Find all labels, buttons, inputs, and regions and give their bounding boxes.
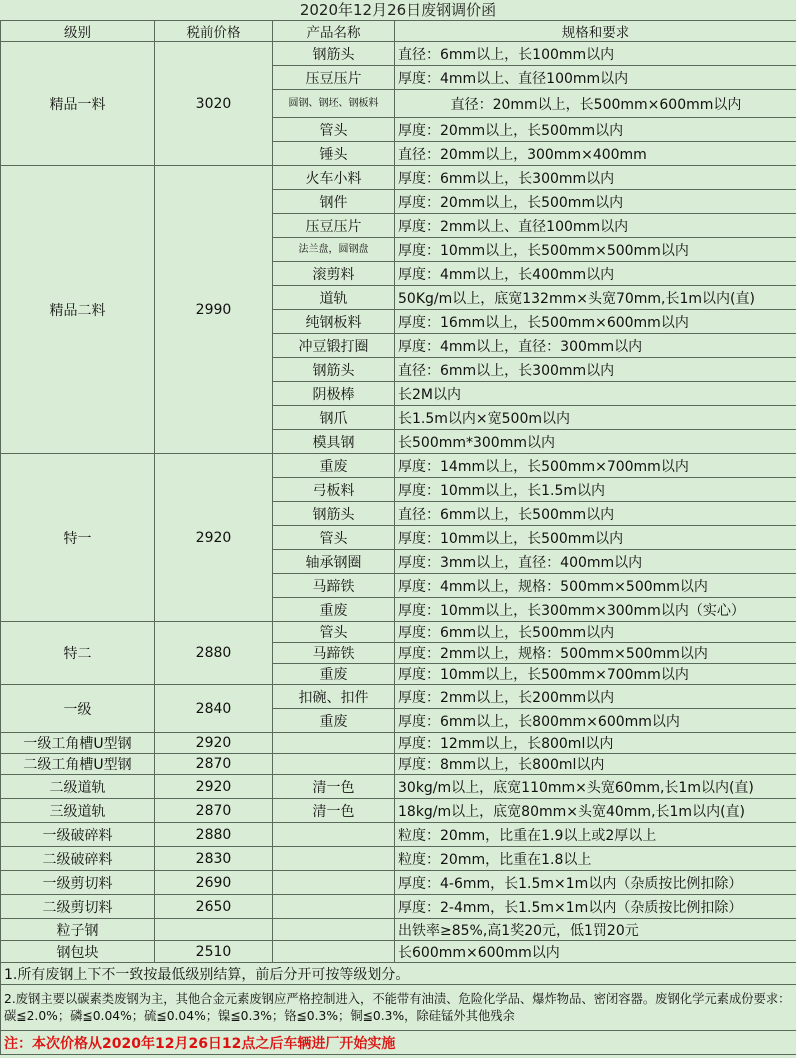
price-cell: 2690 xyxy=(155,871,273,895)
product-cell: 压豆压片 xyxy=(273,214,395,238)
table-row xyxy=(1,919,796,941)
spec-cell: 厚度：4mm以上、直径100mm以内 xyxy=(395,66,796,90)
product-cell: 马蹄铁 xyxy=(273,574,395,598)
product-cell: 模具钢 xyxy=(273,430,395,454)
spec-cell: 厚度：10mm以上，长500mm×700mm以内 xyxy=(395,664,796,685)
product-cell: 圆钢、钢坯、钢板料 xyxy=(273,90,395,118)
product-cell xyxy=(273,823,395,847)
product-cell: 锤头 xyxy=(273,142,395,166)
table-body xyxy=(1,42,796,1055)
product-cell: 钢件 xyxy=(273,190,395,214)
table-row xyxy=(1,454,796,478)
spec-cell: 50Kg/m以上，底宽132mm×头宽70mm,长1m以内(直) xyxy=(395,286,796,310)
grade-cell: 粒子钢 xyxy=(1,919,155,941)
grade-cell: 一级工角槽U型钢 xyxy=(1,733,155,754)
spec-cell: 厚度：8mm以上，长800ml以内 xyxy=(395,754,796,775)
product-cell: 重废 xyxy=(273,454,395,478)
price-cell: 2870 xyxy=(155,754,273,775)
product-cell: 滚剪料 xyxy=(273,262,395,286)
product-cell: 管头 xyxy=(273,622,395,643)
spec-cell: 厚度：10mm以上，长500mm以内 xyxy=(395,526,796,550)
grade-cell: 特一 xyxy=(1,454,155,622)
spec-cell: 直径：6mm以上，长300mm以内 xyxy=(395,358,796,382)
spec-cell: 厚度：6mm以上，长500mm以内 xyxy=(395,622,796,643)
grade-cell: 精品二料 xyxy=(1,166,155,454)
product-cell: 弓板料 xyxy=(273,478,395,502)
spec-cell: 长1.5m以内×宽500m以内 xyxy=(395,406,796,430)
price-cell: 2840 xyxy=(155,685,273,733)
page-title: 2020年12月26日废钢调价函 xyxy=(299,1,497,19)
grade-cell: 钢包块 xyxy=(1,941,155,963)
table-row xyxy=(1,166,796,190)
spec-cell: 厚度：4mm以上，规格：500mm×500mm以内 xyxy=(395,574,796,598)
table-row xyxy=(1,733,796,754)
grade-cell: 特二 xyxy=(1,622,155,685)
spec-cell: 厚度：14mm以上，长500mm×700mm以内 xyxy=(395,454,796,478)
grade-cell: 一级破碎料 xyxy=(1,823,155,847)
spec-cell: 厚度：3mm以上，直径：400mm以内 xyxy=(395,550,796,574)
spec-cell: 长600mm×600mm以内 xyxy=(395,941,796,963)
product-cell: 法兰盘，圆钢盘 xyxy=(273,238,395,262)
spec-cell: 厚度：2mm以上，规格：500mm×500mm以内 xyxy=(395,643,796,664)
price-cell: 2990 xyxy=(155,166,273,454)
note-1: 1.所有废钢上下不一致按最低级别结算，前后分开可按等级划分。 xyxy=(1,963,796,985)
product-cell xyxy=(273,733,395,754)
spec-cell: 厚度：4-6mm，长1.5m×1m以内（杂质按比例扣除） xyxy=(395,871,796,895)
price-cell: 3020 xyxy=(155,42,273,166)
spec-cell: 厚度：16mm以上，长500mm×600mm以内 xyxy=(395,310,796,334)
header-grade: 级别 xyxy=(1,21,155,42)
product-cell xyxy=(273,941,395,963)
header-spec: 规格和要求 xyxy=(395,21,796,42)
price-cell xyxy=(155,919,273,941)
product-cell: 管头 xyxy=(273,118,395,142)
spec-cell: 直径：20mm以上，300mm×400mm xyxy=(395,142,796,166)
grade-cell: 三级道轨 xyxy=(1,799,155,823)
price-cell: 2510 xyxy=(155,941,273,963)
product-cell: 纯钢板料 xyxy=(273,310,395,334)
product-cell: 阴极棒 xyxy=(273,382,395,406)
spec-cell: 直径：20mm以上，长500mm×600mm以内 xyxy=(395,90,796,118)
table-row xyxy=(1,685,796,709)
grade-cell: 一级剪切料 xyxy=(1,871,155,895)
table-row xyxy=(1,941,796,963)
product-cell: 冲豆锻打圈 xyxy=(273,334,395,358)
table-row xyxy=(1,42,796,66)
spec-cell: 厚度：6mm以上，长800mm×600mm以内 xyxy=(395,709,796,733)
spec-cell: 粒度：20mm，比重在1.8以上 xyxy=(395,847,796,871)
note-row xyxy=(1,985,796,1031)
price-cell: 2830 xyxy=(155,847,273,871)
grade-cell: 二级道轨 xyxy=(1,775,155,799)
note-2: 2.废钢主要以碳素类废钢为主，其他合金元素废钢应严格控制进入，不能带有油渍、危险化学品、爆炸物品、密闭容器。废钢化学元素成份要求：碳≦2.0%；磷≦0.04%；硫≦0.04%；镍≦0.3%；铬≦0.3%；铜≦0.3%，除硅锰外其他残余 xyxy=(1,985,796,1031)
spec-cell: 厚度：10mm以上，长300mm×300mm以内（实心） xyxy=(395,598,796,622)
product-cell: 道轨 xyxy=(273,286,395,310)
table-row xyxy=(1,754,796,775)
product-cell: 火车小料 xyxy=(273,166,395,190)
grade-cell: 二级破碎料 xyxy=(1,847,155,871)
table-row xyxy=(1,895,796,919)
table-row xyxy=(1,622,796,643)
product-cell: 重废 xyxy=(273,664,395,685)
spec-cell: 厚度：2mm以上，长200mm以内 xyxy=(395,685,796,709)
note-3: 注：本次价格从2020年12月26日12点之后车辆进厂开始实施 xyxy=(1,1031,796,1055)
spec-cell: 厚度：10mm以上，长1.5m以内 xyxy=(395,478,796,502)
price-cell: 2870 xyxy=(155,799,273,823)
note-row xyxy=(1,963,796,985)
price-cell: 2650 xyxy=(155,895,273,919)
product-cell: 钢筋头 xyxy=(273,358,395,382)
product-cell xyxy=(273,895,395,919)
note-row xyxy=(1,1031,796,1055)
price-cell: 2920 xyxy=(155,454,273,622)
product-cell xyxy=(273,847,395,871)
product-cell xyxy=(273,871,395,895)
spec-cell: 粒度：20mm，比重在1.9以上或2厚以上 xyxy=(395,823,796,847)
spec-cell: 厚度：4mm以上，长400mm以内 xyxy=(395,262,796,286)
product-cell: 管头 xyxy=(273,526,395,550)
price-cell: 2880 xyxy=(155,622,273,685)
product-cell: 重废 xyxy=(273,709,395,733)
spec-cell: 厚度：4mm以上，直径：300mm以内 xyxy=(395,334,796,358)
price-table xyxy=(0,20,796,1055)
spec-cell: 18kg/m以上，底宽80mm×头宽40mm,长1m以内(直) xyxy=(395,799,796,823)
product-cell: 钢筋头 xyxy=(273,42,395,66)
price-cell: 2880 xyxy=(155,823,273,847)
spec-cell: 厚度：2-4mm，长1.5m×1m以内（杂质按比例扣除） xyxy=(395,895,796,919)
header-row xyxy=(1,21,796,42)
spec-cell: 30kg/m以上，底宽110mm×头宽60mm,长1m以内(直) xyxy=(395,775,796,799)
product-cell: 清一色 xyxy=(273,775,395,799)
product-cell xyxy=(273,754,395,775)
grade-cell: 二级剪切料 xyxy=(1,895,155,919)
spec-cell: 直径：6mm以上，长500mm以内 xyxy=(395,502,796,526)
table-row xyxy=(1,799,796,823)
spec-cell: 长2M以内 xyxy=(395,382,796,406)
table-row xyxy=(1,847,796,871)
product-cell xyxy=(273,919,395,941)
spec-cell: 厚度：6mm以上，长300mm以内 xyxy=(395,166,796,190)
product-cell: 清一色 xyxy=(273,799,395,823)
product-cell: 钢筋头 xyxy=(273,502,395,526)
header-price: 税前价格 xyxy=(155,21,273,42)
spec-cell: 厚度：2mm以上、直径100mm以内 xyxy=(395,214,796,238)
product-cell: 压豆压片 xyxy=(273,66,395,90)
product-cell: 钢爪 xyxy=(273,406,395,430)
product-cell: 重废 xyxy=(273,598,395,622)
spec-cell: 厚度：20mm以上，长500mm以内 xyxy=(395,118,796,142)
spec-cell: 长500mm*300mm以内 xyxy=(395,430,796,454)
header-product: 产品名称 xyxy=(273,21,395,42)
spec-cell: 厚度：20mm以上，长500mm以内 xyxy=(395,190,796,214)
spec-cell: 直径：6mm以上，长100mm以内 xyxy=(395,42,796,66)
product-cell: 轴承钢圈 xyxy=(273,550,395,574)
table-row xyxy=(1,871,796,895)
table-row xyxy=(1,775,796,799)
table-row xyxy=(1,823,796,847)
grade-cell: 一级 xyxy=(1,685,155,733)
product-cell: 马蹄铁 xyxy=(273,643,395,664)
price-cell: 2920 xyxy=(155,733,273,754)
spec-cell: 厚度：10mm以上，长500mm×500mm以内 xyxy=(395,238,796,262)
spec-cell: 厚度：12mm以上，长800ml以内 xyxy=(395,733,796,754)
grade-cell: 精品一料 xyxy=(1,42,155,166)
grade-cell: 二级工角槽U型钢 xyxy=(1,754,155,775)
product-cell: 扣碗、扣件 xyxy=(273,685,395,709)
price-cell: 2920 xyxy=(155,775,273,799)
spec-cell: 出铁率≥85%,高1奖20元，低1罚20元 xyxy=(395,919,796,941)
